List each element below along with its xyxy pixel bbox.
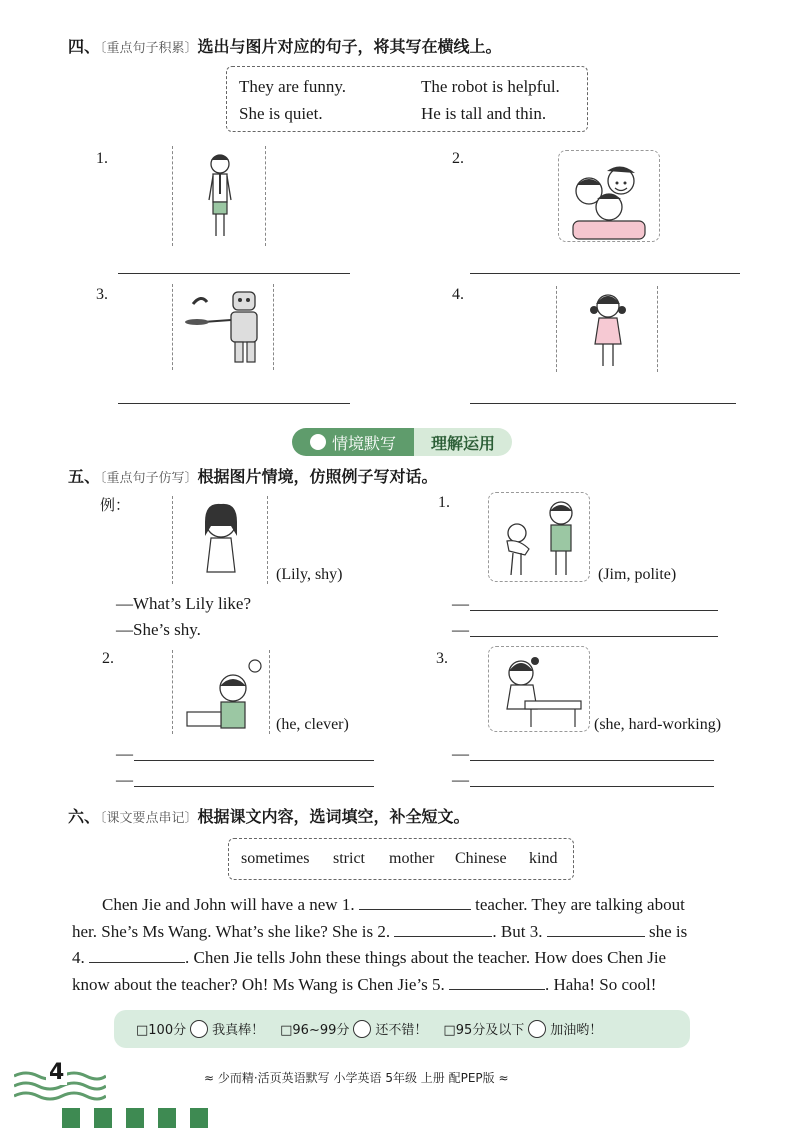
option-3: She is quiet. [239, 104, 323, 123]
section4-instruction: 选出与图片对应的句子，将其写在横线上。 [197, 37, 502, 56]
page-number: 4 [46, 1060, 67, 1085]
cheer-face-icon [528, 1020, 546, 1038]
blank-1[interactable] [359, 893, 471, 910]
tall-boy-illustration [173, 146, 267, 246]
s5-item2-caption: (he, clever) [276, 716, 349, 733]
word-5: kind [529, 850, 558, 867]
example-question: —What’s Lily like? [116, 594, 252, 613]
rating-100[interactable]: □100分 [136, 1023, 187, 1038]
rating-95-below[interactable]: □95分及以下 [443, 1023, 525, 1038]
quiet-girl-illustration [557, 286, 659, 372]
section4-word-box [226, 66, 588, 132]
section5-instruction: 根据图片情境，仿照例子写对话。 [197, 467, 438, 486]
s5-item3-answer-line[interactable] [470, 786, 714, 787]
passage-part-2: teacher. They are talking about [475, 895, 685, 914]
rating-95-below-text: 加油哟！ [550, 1023, 603, 1038]
s5-item2-picture [172, 650, 270, 734]
smile-icon [353, 1020, 371, 1038]
example-caption: (Lily, shy) [276, 566, 343, 583]
option-1: They are funny. [239, 77, 346, 96]
hard-working-girl-illustration [489, 647, 591, 733]
option-2: The robot is helpful. [421, 77, 560, 96]
section5-number: 五、 [68, 467, 101, 486]
s5-item3-dash-a: — [452, 770, 469, 789]
s4-item4-picture [556, 286, 658, 372]
section5-title [68, 464, 438, 487]
footer-block-2 [94, 1108, 112, 1128]
section6-word-box [228, 838, 574, 880]
s5-item1-number: 1. [438, 494, 450, 511]
clever-boy-illustration [173, 650, 271, 734]
blank-4[interactable] [89, 946, 185, 963]
s5-item1-answer-line[interactable] [470, 636, 718, 637]
footer-block-1 [62, 1108, 80, 1128]
passage-part-5: she is [648, 921, 688, 941]
s5-item3-dash-q: — [452, 744, 469, 763]
section4-tag: 〔重点句子积累〕 [100, 41, 198, 56]
word-1: sometimes [241, 850, 310, 867]
s5-item2-question-line[interactable] [134, 760, 374, 761]
banner-left-text: 情境默写 [331, 433, 396, 453]
word-3: mother [389, 850, 435, 867]
s4-item3-number: 3. [96, 286, 108, 303]
example-label: 例： [100, 496, 131, 514]
s4-item4-answer-line[interactable] [470, 403, 736, 404]
rating-100-text: 我真棒！ [212, 1023, 265, 1038]
option-4: He is tall and thin. [421, 104, 547, 123]
s5-item1-dash-a: — [452, 620, 469, 639]
s4-item2-number: 2. [452, 150, 464, 167]
word-4: Chinese [455, 850, 507, 867]
passage-part-3: her. She’s Ms Wang. What’s she like? She is 2. [72, 921, 391, 941]
rating-96-99[interactable]: □96~99分 [280, 1023, 350, 1038]
footer-block-5 [190, 1108, 208, 1128]
passage-part-1: Chen Jie and John will have a new 1. [102, 895, 355, 914]
shy-girl-illustration [173, 496, 269, 584]
blank-5[interactable] [449, 973, 545, 990]
banner-right-text: 理解运用 [430, 433, 495, 453]
s5-item3-caption: (she, hard-working) [594, 716, 722, 733]
medal-icon [310, 434, 326, 450]
s4-item1-number: 1. [96, 150, 108, 167]
s5-item2-dash-q: — [116, 744, 133, 763]
section5-tag: 〔重点句子仿写〕 [100, 471, 198, 486]
banner-right [414, 428, 512, 456]
footer-text: ≈ 少而精·活页英语默写 小学英语 5年级 上册 配PEP版 ≈ [204, 1071, 509, 1085]
s4-item3-picture [172, 284, 274, 370]
section6-title [68, 804, 470, 827]
s4-item4-number: 4. [452, 286, 464, 303]
passage-part-7: . Chen Jie tells John these things about the teacher. How does Chen Jie [185, 948, 667, 967]
blank-2[interactable] [394, 920, 492, 937]
s5-item1-question-line[interactable] [470, 610, 718, 611]
s4-item2-answer-line[interactable] [470, 273, 740, 274]
section6-tag: 〔课文要点串记〕 [100, 811, 198, 826]
s5-item3-picture [488, 646, 590, 732]
footer-block-3 [126, 1108, 144, 1128]
example-answer: —She’s shy. [116, 620, 201, 639]
section6-number: 六、 [68, 807, 101, 826]
s5-item2-answer-line[interactable] [134, 786, 374, 787]
s5-item1-dash-q: — [452, 594, 469, 613]
footer-block-4 [158, 1108, 176, 1128]
s5-item3-question-line[interactable] [470, 760, 714, 761]
polite-boy-illustration [489, 493, 591, 583]
word-2: strict [333, 850, 365, 867]
passage-part-8: know about the teacher? Oh! Ms Wang is Chen Jie’s 5. [72, 974, 445, 994]
blank-3[interactable] [547, 920, 645, 937]
rating-96-99-text: 还不错！ [375, 1023, 428, 1038]
s5-item1-caption: (Jim, polite) [598, 566, 677, 583]
section6-instruction: 根据课文内容，选词填空，补全短文。 [197, 807, 470, 826]
passage-part-4: . But 3. [492, 921, 543, 941]
s5-item3-number: 3. [436, 650, 448, 667]
s4-item3-answer-line[interactable] [118, 403, 350, 404]
passage-part-9: . Haha! So cool! [544, 974, 657, 994]
s5-item2-number: 2. [102, 650, 114, 667]
passage-part-6: 4. [72, 948, 85, 967]
example-picture [172, 496, 268, 584]
s4-item1-answer-line[interactable] [118, 273, 350, 274]
robot-cooking-illustration [173, 284, 275, 370]
section4-title [68, 34, 502, 57]
funny-kids-illustration [559, 151, 661, 243]
banner-left [292, 428, 414, 456]
thumbs-up-icon [190, 1020, 208, 1038]
section6-passage [72, 892, 734, 998]
s4-item2-picture [558, 150, 660, 242]
s5-item2-dash-a: — [116, 770, 133, 789]
section4-number: 四、 [68, 37, 101, 56]
s5-item1-picture [488, 492, 590, 582]
rating-bar [114, 1010, 690, 1048]
s4-item1-picture [172, 146, 266, 246]
